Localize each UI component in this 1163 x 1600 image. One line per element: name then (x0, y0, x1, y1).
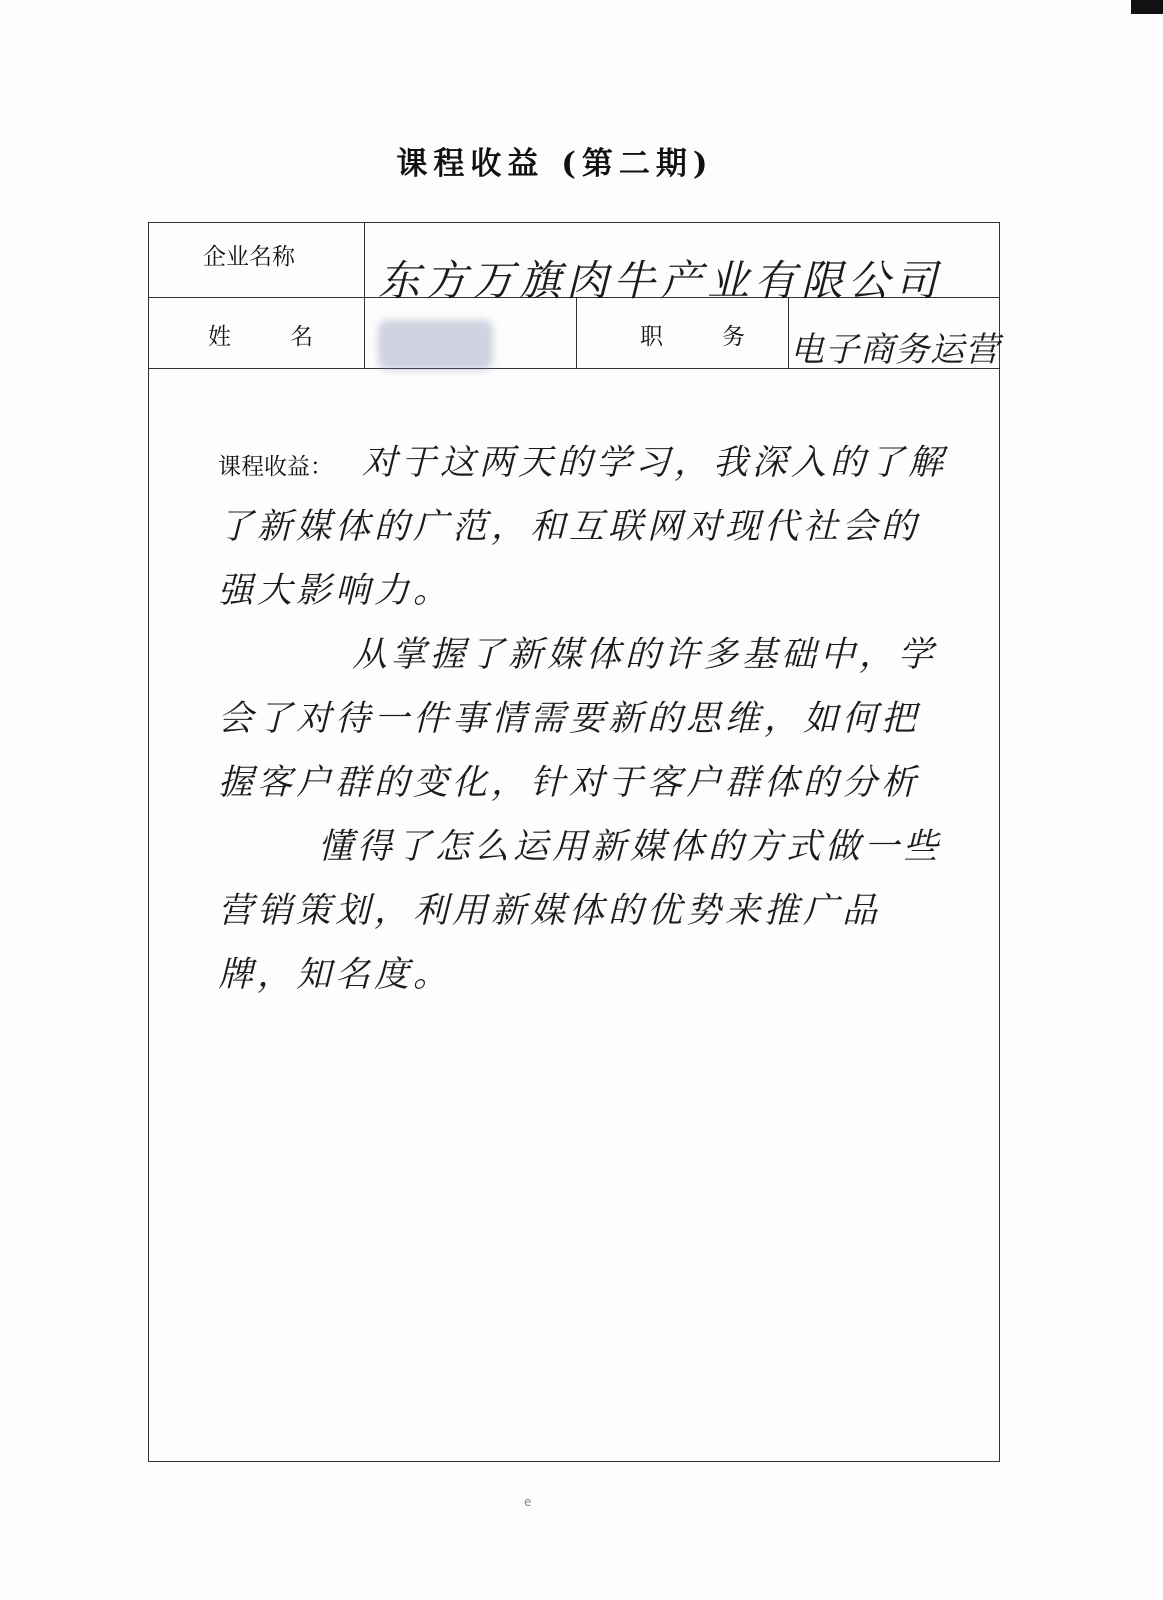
position-value: 电子商务运营 (790, 330, 1000, 370)
name-label: 姓 名 (208, 324, 331, 350)
scan-corner-mark (1131, 0, 1163, 14)
benefits-line-6: 握客户群的变化，针对于客户群体的分析 (218, 763, 921, 803)
document-title: 课程收益 (第二期) (396, 146, 714, 182)
benefits-line-5: 会了对待一件事情需要新的思维，如何把 (218, 699, 921, 739)
footer-mark: e (524, 1495, 532, 1509)
benefits-line-4: 从掌握了新媒体的许多基础中，学 (352, 635, 938, 675)
benefits-label: 课程收益： (218, 454, 333, 480)
company-label: 企业名称 (203, 244, 295, 270)
benefits-line-3: 强大影响力。 (218, 571, 453, 611)
benefits-line-8: 营销策划，利用新媒体的优势来推广品 (218, 891, 882, 931)
benefits-line-2: 了新媒体的广范，和互联网对现代社会的 (218, 507, 921, 547)
label-column-divider (364, 222, 365, 368)
benefits-line-9: 牌，知名度。 (218, 955, 453, 995)
position-label: 职 务 (640, 324, 763, 350)
redacted-name (378, 320, 493, 370)
company-value: 东方万旗肉牛产业有限公司 (378, 256, 943, 305)
benefits-line-7: 懂得了怎么运用新媒体的方式做一些 (318, 827, 943, 867)
benefits-line-1: 对于这两天的学习，我深入的了解 (362, 443, 948, 483)
